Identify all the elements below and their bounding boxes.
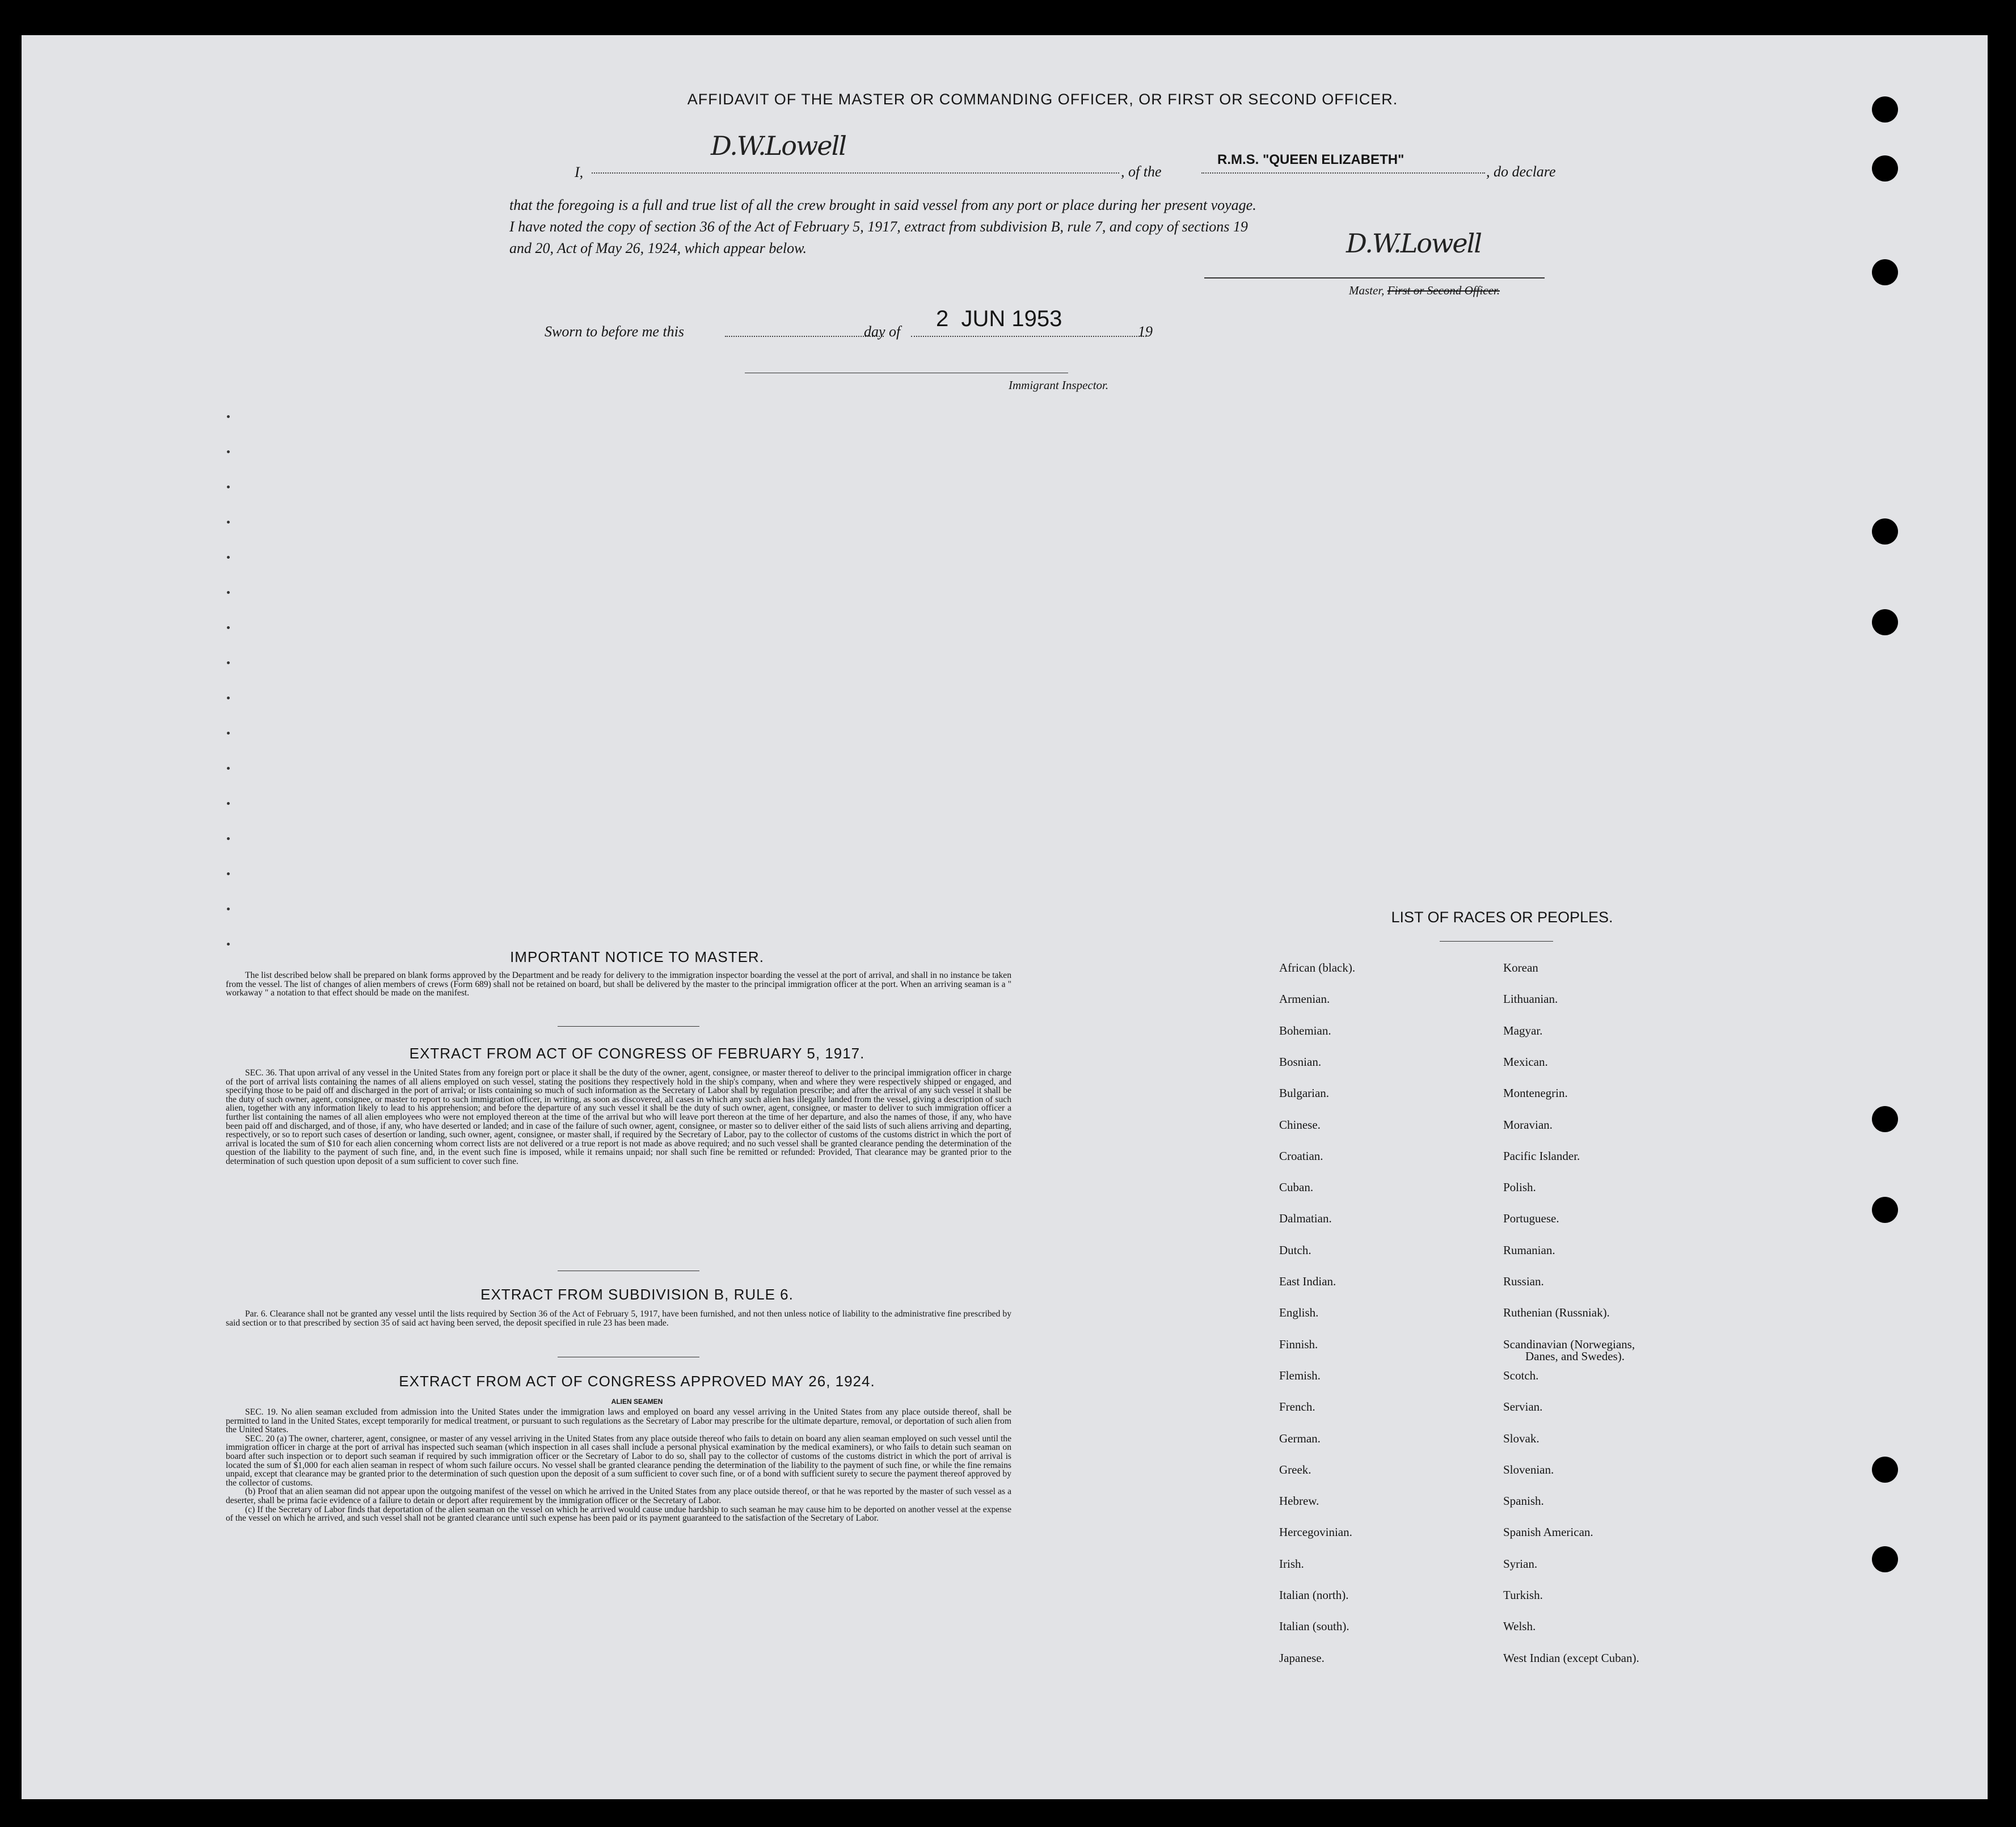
- section-20a: SEC. 20 (a) The owner, charterer, agent, consignee, or master of any vessel arriving in the United States from any place outside thereof who fails to detain on board any alien seaman employed on such vessel until the immigration officer in charge at the port of arrival has inspected such seaman (which inspection in all cases shall include a personal physical examination by the medical examiners), or who fails to detain such seaman on board after such inspection or to deport such seaman if required by such immigration officer or the Secretary of Labor to do so, shall pay to the collector of customs of the customs district in which the port of arrival is located the sum of $1,000 for each alien seaman in respect of whom such failure occurs. No vessel shall be granted clearance pending the determination of the liability to the payment of such fine, or while the fine remains unpaid, except that clearance may be granted prior to the determination of such question upon the deposit of a sum sufficient to cover such fine, or of a bond with sufficient surety to secure the payment thereof approved by the collector of customs.: [226, 1433, 1011, 1488]
- year-prefix: 19: [1138, 323, 1153, 340]
- race-item: Portuguese.: [1503, 1212, 1559, 1226]
- vessel-line: [1201, 172, 1485, 174]
- margin-dot: [227, 450, 230, 453]
- margin-dot: [227, 661, 230, 664]
- extract-1917-body: SEC. 36. That upon arrival of any vessel in the United States from any foreign port or place it shall be the duty of the owner, agent, consignee, or master thereof to deliver to the principal immigration officer in charge of the port of arrival lists containing the names of all aliens employed on such vessel, stating the positions they respectively hold in the ship's company, when and where they were respectively shipped or engaged, and specifying those to be paid off and discharged in the port of arrival; or lists containing so much of such information as the Secretary of Labor shall by regulation prescribe; and after the arrival of any such vessel it shall be the duty of such owner, agent, consignee, or master to report to such immigration officer, in writing, as soon as discovered, all cases in which any such alien has illegally landed from the vessel, giving a description of such alien, together with any information likely to lead to his apprehension; and before the departure of any such vessel it shall be the duty of such owner, agent, consignee, or master to deliver to such immigration officer a further list containing the names of all alien employees who were not employed thereon at the time of the arrival but who will leave port thereon at the time of her departure, and also the names of those, if any, who have been paid off and discharged, and of those, if any, who have deserted or landed; and in case of the failure of such owner, agent, consignee, or master so to deliver either of the said lists of such aliens arriving and departing, respectively, or so to report such cases of desertion or landing, such owner, agent, consignee, or master shall, if required by the Secretary of Labor, pay to the collector of customs of the customs district in which the port of arrival is located the sum of $10 for each alien concerning whom correct lists are not delivered or a true report is not made as above required; and no such vessel shall be granted clearance pending the determination of the question of the liability to the payment of such fine, and, in the event such fine is imposed, while it remains unpaid; nor shall such fine be remitted or refunded: Provided, That clearance may be granted prior to the determination of such question upon deposit of a sum sufficient to cover such fine.: [226, 1068, 1011, 1166]
- date-stamp: 2 JUN 1953: [936, 306, 1062, 331]
- affidavit-title: AFFIDAVIT OF THE MASTER OR COMMANDING OFFICER, OR FIRST OR SECOND OFFICER.: [687, 91, 1398, 108]
- race-item: Dutch.: [1279, 1243, 1311, 1257]
- affidavit-line-2: I have noted the copy of section 36 of the Act of February 5, 1917, extract from subdivision B, rule 7, and copy of sections 19: [509, 218, 1248, 235]
- race-item: Pacific Islander.: [1503, 1149, 1580, 1163]
- race-item: East Indian.: [1279, 1275, 1336, 1288]
- margin-dot: [227, 486, 230, 488]
- affidavit-line-3: and 20, Act of May 26, 1924, which appear below.: [509, 240, 807, 256]
- margin-dot: [227, 872, 230, 875]
- race-item: Dalmatian.: [1279, 1212, 1332, 1226]
- race-item: Polish.: [1503, 1180, 1536, 1195]
- section-19: SEC. 19. No alien seaman excluded from admission into the United States under the immigration laws and employed on board any vessel arriving in the United States from any place outside thereof, shall be permitted to land in the United States, except temporarily for medical treatment, or pursuant to such regulations as the Secretary of Labor may prescribe for the ultimate departure, removal, or deportation of such alien from the United States.: [226, 1407, 1011, 1435]
- master-signature-line: [1204, 277, 1545, 279]
- race-item: Russian.: [1503, 1275, 1544, 1288]
- struck-officer-label: First or Second Officer.: [1387, 284, 1500, 297]
- race-item: Hebrew.: [1279, 1494, 1319, 1508]
- margin-dot: [227, 732, 230, 735]
- race-item: Turkish.: [1503, 1588, 1543, 1602]
- sworn-month-line: [911, 336, 1146, 337]
- race-item: German.: [1279, 1431, 1321, 1445]
- section-20c: (c) If the Secretary of Labor finds that deportation of the alien seaman on the vessel on which he arrived would cause undue hardship to such seaman he may cause him to be deported on another vessel at the expense of the vessel on which he arrived, and such vessel shall not be granted clearance until such expense has been paid or its payment guaranteed to the satisfaction of the Secretary of Labor.: [226, 1504, 1011, 1524]
- race-item: Bosnian.: [1279, 1054, 1322, 1069]
- rule-6-title: EXTRACT FROM SUBDIVISION B, RULE 6.: [480, 1286, 794, 1303]
- punch-hole: [1872, 1457, 1898, 1483]
- extract-1924-title: EXTRACT FROM ACT OF CONGRESS APPROVED MAY 26, 1924.: [399, 1373, 875, 1390]
- do-declare-label: , do declare: [1486, 163, 1556, 180]
- master-signature: D.W.Lowell: [711, 130, 846, 161]
- document-page: [22, 35, 1988, 1799]
- alien-seamen-subtitle: ALIEN SEAMEN: [611, 1398, 663, 1406]
- master-label: Master,: [1349, 284, 1387, 297]
- punch-hole: [1872, 155, 1898, 182]
- race-item: Mexican.: [1503, 1054, 1548, 1069]
- race-item: Croatian.: [1279, 1149, 1323, 1163]
- inspector-label: Immigrant Inspector.: [1009, 378, 1109, 392]
- extract-1917-title: EXTRACT FROM ACT OF CONGRESS OF FEBRUARY 5, 1917.: [409, 1045, 865, 1062]
- margin-dot: [227, 943, 230, 946]
- punch-hole: [1872, 609, 1898, 635]
- race-item: Bulgarian.: [1279, 1086, 1330, 1100]
- master-title: [1349, 284, 1500, 298]
- punch-hole: [1872, 1106, 1898, 1132]
- race-item: Greek.: [1279, 1462, 1311, 1476]
- punch-hole: [1872, 1546, 1898, 1572]
- i-label: I,: [575, 164, 584, 180]
- race-item: Servian.: [1503, 1400, 1543, 1414]
- vessel-name: R.M.S. "QUEEN ELIZABETH": [1217, 152, 1405, 167]
- race-scandinavian-continued: Danes, and Swedes).: [1525, 1349, 1625, 1363]
- race-item: Cuban.: [1279, 1180, 1314, 1195]
- race-item: Scandinavian (Norwegians,: [1503, 1337, 1635, 1351]
- sworn-day-line: [725, 336, 884, 337]
- margin-dot: [227, 521, 230, 524]
- margin-dot: [227, 802, 230, 805]
- notice-body: The list described below shall be prepared on blank forms approved by the Department and be ready for delivery to the immigration inspector boarding the vessel at the port of arrival, and shall in no instance be taken from the vessel. The list of changes of alien members of crews (Form 689) shall not be retained on board, but shall be delivered by the master to the principal immigration officer at the port. When an arriving seaman is a " workaway " a notation to that effect should be made on the manifest.: [226, 971, 1011, 998]
- race-item: Slovak.: [1503, 1431, 1540, 1445]
- race-item: Japanese.: [1279, 1651, 1325, 1665]
- race-item: Flemish.: [1279, 1368, 1321, 1382]
- margin-dot: [227, 767, 230, 770]
- name-line: [592, 172, 1119, 174]
- affidavit-line-1: that the foregoing is a full and true list of all the crew brought in said vessel from any port or place during her present voyage.: [509, 197, 1256, 213]
- race-item: Spanish American.: [1503, 1525, 1593, 1539]
- margin-dot: [227, 591, 230, 594]
- race-item: French.: [1279, 1400, 1315, 1414]
- margin-dot: [227, 626, 230, 629]
- margin-dot: [227, 556, 230, 559]
- punch-hole: [1872, 1197, 1898, 1223]
- of-the-label: , of the: [1121, 163, 1162, 180]
- race-item: Moravian.: [1503, 1117, 1553, 1132]
- race-item: English.: [1279, 1306, 1319, 1320]
- race-item: Spanish.: [1503, 1494, 1544, 1508]
- race-item: Finnish.: [1279, 1337, 1318, 1351]
- punch-hole: [1872, 96, 1898, 123]
- race-item: Chinese.: [1279, 1117, 1321, 1132]
- day-of-label: day of: [864, 323, 901, 340]
- race-item: Syrian.: [1503, 1556, 1538, 1571]
- race-item: Italian (north).: [1279, 1588, 1349, 1602]
- race-item: Lithuanian.: [1503, 992, 1558, 1006]
- section-20b: (b) Proof that an alien seaman did not appear upon the outgoing manifest of the vessel on which he arrived in the United States from any place outside thereof, or that he was reported by the master of such vessel as a deserter, shall be prima facie evidence of a failure to detain or deport after requirement by the immigration officer or the Secretary of Labor.: [226, 1487, 1011, 1505]
- race-item: Hercegovinian.: [1279, 1525, 1352, 1539]
- margin-dot: [227, 837, 230, 840]
- margin-dot: [227, 415, 230, 418]
- race-item: Scotch.: [1503, 1368, 1539, 1382]
- race-item: Armenian.: [1279, 992, 1330, 1006]
- race-item: Slovenian.: [1503, 1462, 1554, 1476]
- master-signature-2: D.W.Lowell: [1346, 228, 1481, 259]
- notice-title: IMPORTANT NOTICE TO MASTER.: [510, 948, 764, 965]
- race-item: Irish.: [1279, 1556, 1304, 1571]
- margin-dot: [227, 908, 230, 910]
- rule-6-body: Par. 6. Clearance shall not be granted any vessel until the lists required by Section 36 of the Act of February 5, 1917, have been furnished, and not then unless notice of liability to the administrative fine prescribed by said section or to that prescribed by section 35 of said act having been served, the deposit specified in rule 23 has been made.: [226, 1309, 1011, 1328]
- races-divider: [1440, 941, 1553, 942]
- race-item: Rumanian.: [1503, 1243, 1555, 1257]
- race-item: Korean: [1503, 961, 1538, 974]
- race-item: West Indian (except Cuban).: [1503, 1651, 1639, 1665]
- punch-hole: [1872, 259, 1898, 285]
- sworn-label: Sworn to before me this: [545, 323, 685, 340]
- extract-1924-body: [226, 1408, 1011, 1523]
- race-item: Italian (south).: [1279, 1619, 1349, 1634]
- divider-1: [558, 1026, 699, 1027]
- races-title: LIST OF RACES OR PEOPLES.: [1391, 909, 1613, 926]
- race-item: African (black).: [1279, 961, 1356, 974]
- margin-dot: [227, 697, 230, 699]
- race-item: Montenegrin.: [1503, 1086, 1568, 1100]
- race-item: Welsh.: [1503, 1619, 1536, 1634]
- race-item: Magyar.: [1503, 1023, 1543, 1037]
- race-item: Ruthenian (Russniak).: [1503, 1306, 1610, 1320]
- race-item: Bohemian.: [1279, 1023, 1331, 1037]
- punch-hole: [1872, 518, 1898, 545]
